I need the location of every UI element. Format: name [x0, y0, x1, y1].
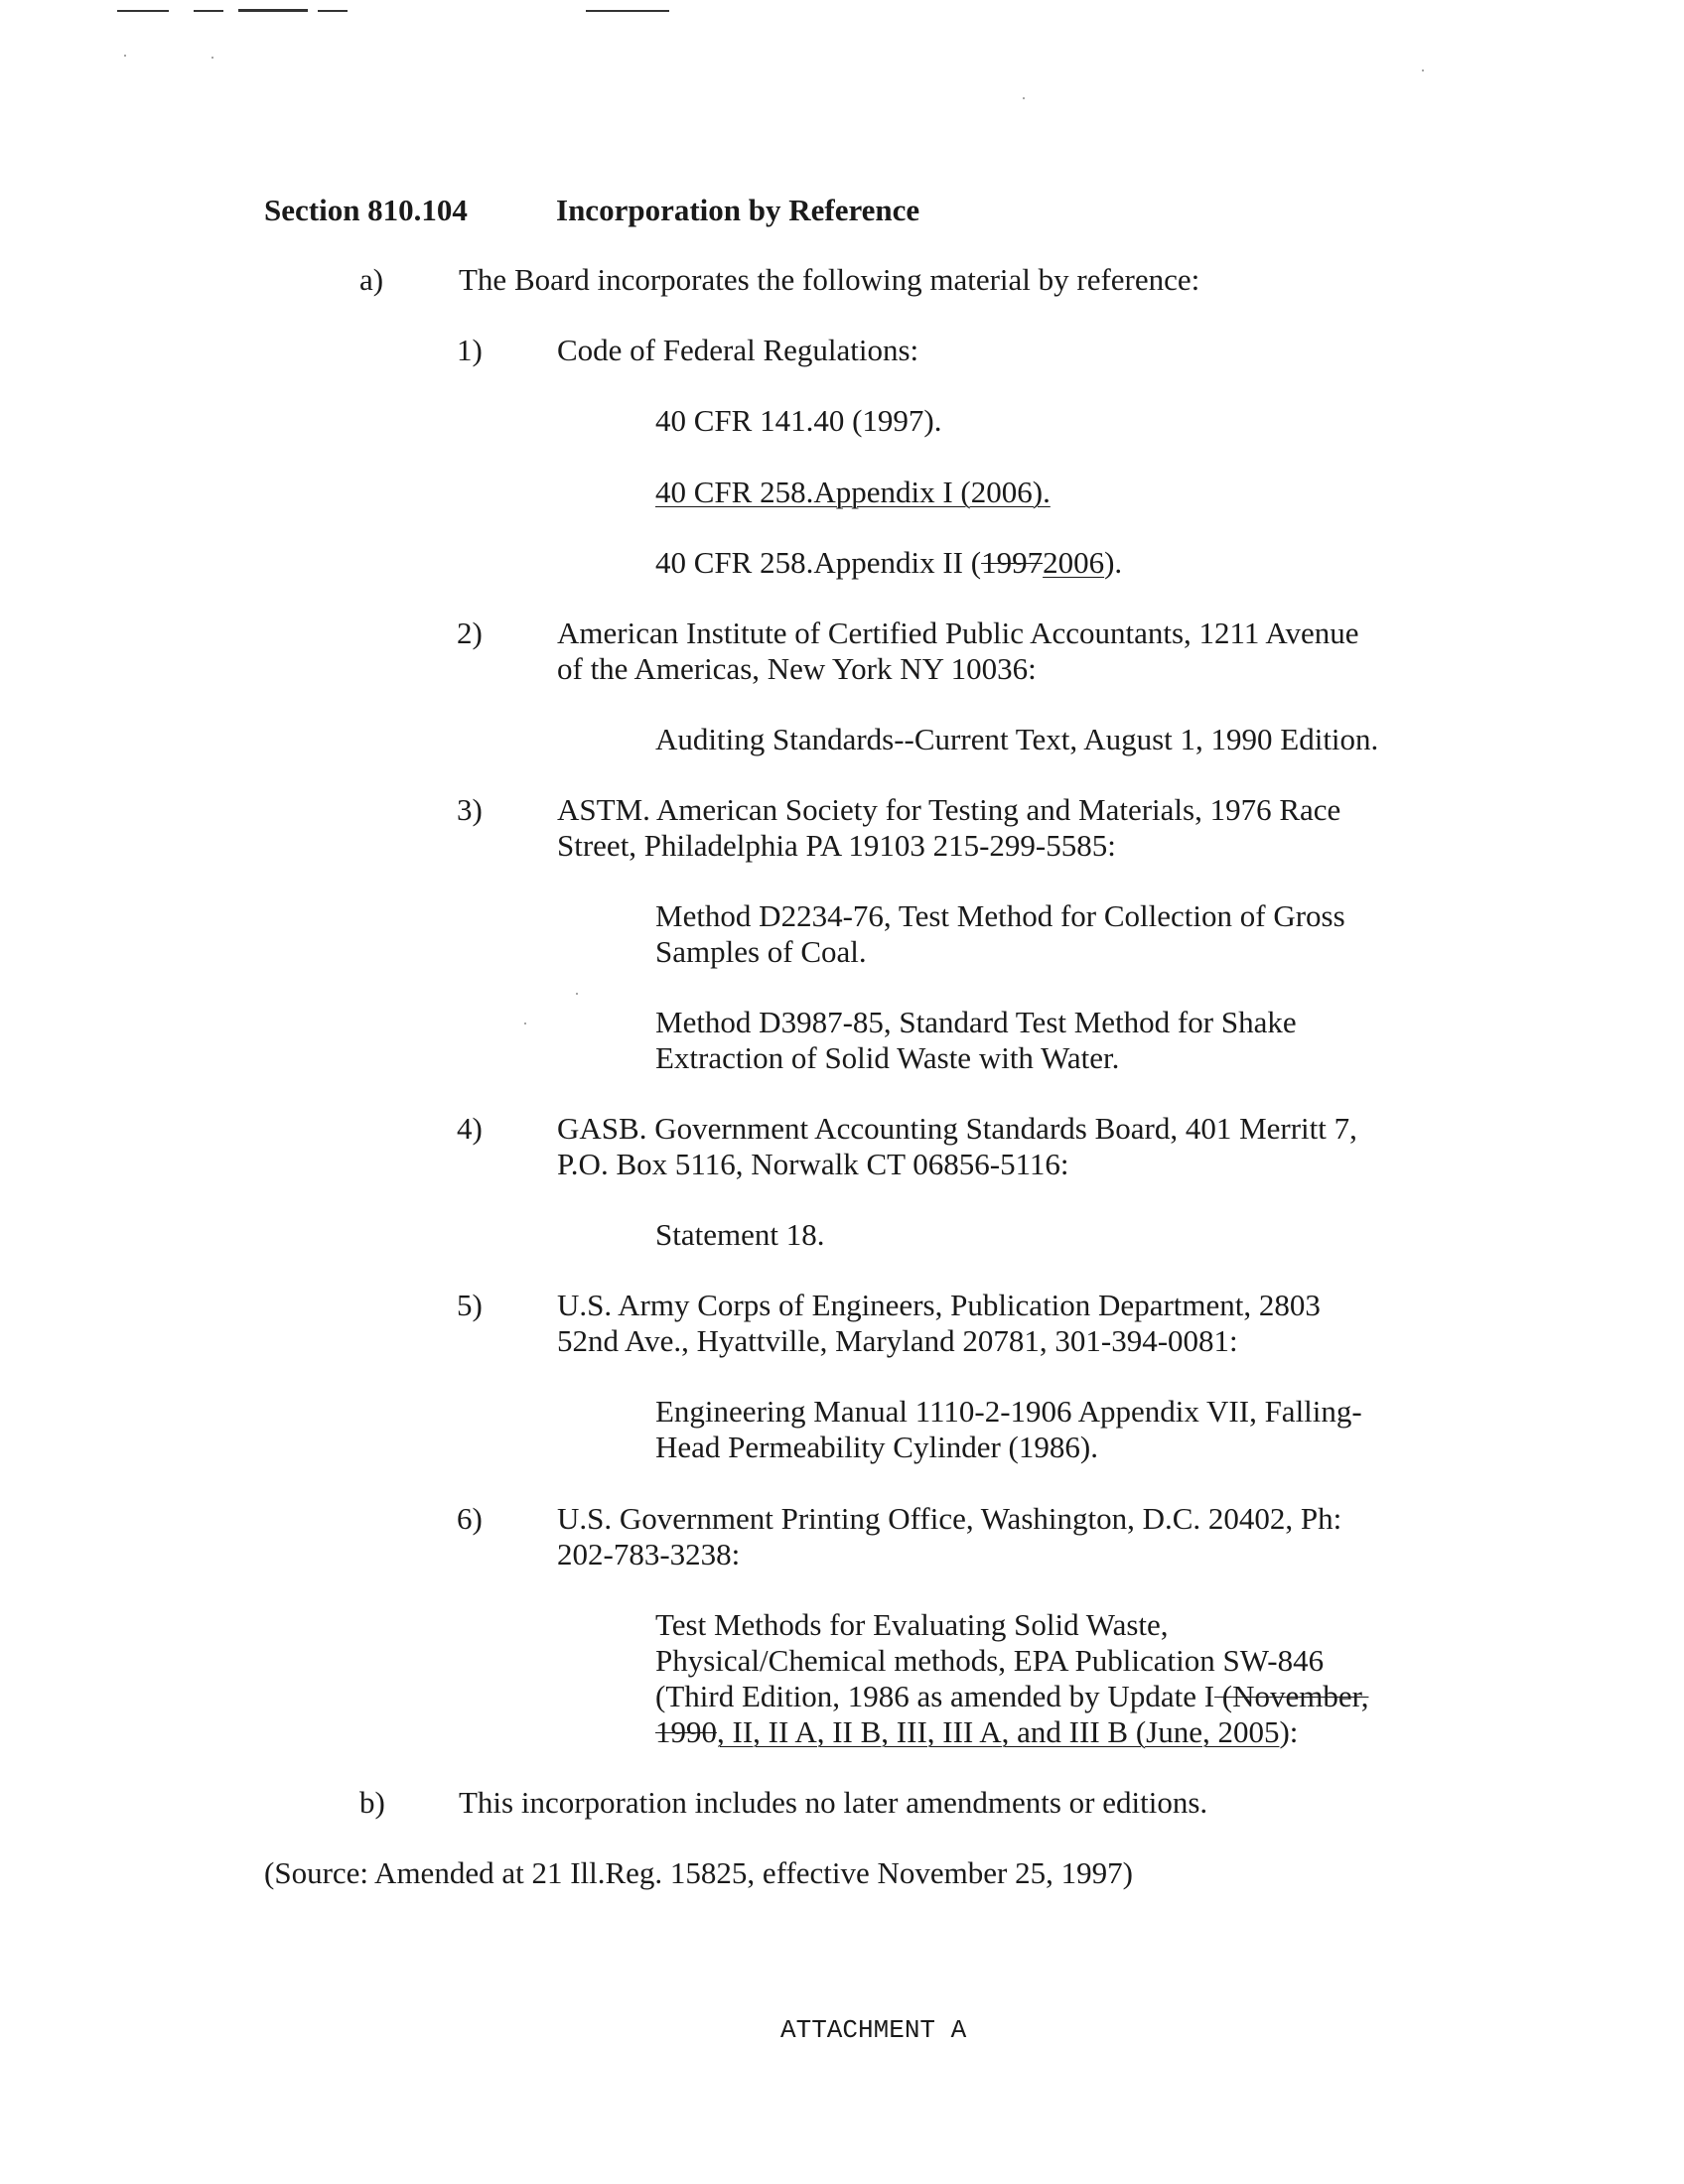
- gpo-entry-line-3: [655, 1679, 1368, 1714]
- gpo-entry-line-4: [655, 1714, 1298, 1750]
- item-2-line-1: American Institute of Certified Public Accountants, 1211 Avenue: [557, 615, 1359, 650]
- section-title: Incorporation by Reference: [556, 193, 920, 227]
- subsection-b-marker: b): [359, 1785, 385, 1820]
- army-entry-line-2: Head Permeability Cylinder (1986).: [655, 1430, 1098, 1464]
- gpo-entry-line-4-added: , II, II A, II B, III, III A, and III B (June, 2005: [717, 1714, 1280, 1749]
- gpo-entry-line-1: Test Methods for Evaluating Solid Waste,: [655, 1607, 1169, 1642]
- item-2-line-2: of the Americas, New York NY 10036:: [557, 651, 1037, 686]
- section-number: Section 810.104: [264, 193, 468, 227]
- item-3-line-1: ASTM. American Society for Testing and Materials, 1976 Race: [557, 792, 1341, 827]
- scan-mark: [586, 10, 669, 12]
- subsection-a-marker: a): [359, 262, 384, 297]
- subsection-b-text: This incorporation includes no later amendments or editions.: [459, 1785, 1208, 1820]
- attachment-label: ATTACHMENT A: [780, 2015, 967, 2045]
- item-1-text: Code of Federal Regulations:: [557, 333, 919, 367]
- scan-speck: [524, 1023, 526, 1024]
- scan-speck: [211, 57, 213, 59]
- cfr-entry-2: 40 CFR 258.Appendix I (2006).: [655, 475, 1051, 509]
- cfr-entry-3-suffix: ).: [1104, 545, 1123, 580]
- gpo-entry-line-3-prefix: (Third Edition, 1986 as amended by Update I: [655, 1679, 1215, 1713]
- cfr-entry-3: [655, 545, 1122, 581]
- scan-speck: [1422, 69, 1424, 71]
- cfr-entry-3-deleted: 1997: [981, 545, 1044, 580]
- cfr-entry-3-prefix: 40 CFR 258.Appendix II (: [655, 545, 982, 580]
- scan-speck: [576, 993, 578, 995]
- item-2-marker: 2): [457, 615, 483, 650]
- source-note: (Source: Amended at 21 Ill.Reg. 15825, effective November 25, 1997): [264, 1855, 1133, 1890]
- astm-entry-1-line-2: Samples of Coal.: [655, 934, 867, 969]
- gasb-entry: Statement 18.: [655, 1217, 825, 1252]
- scan-mark: [194, 10, 223, 12]
- scan-speck: [1023, 97, 1025, 99]
- item-3-marker: 3): [457, 792, 483, 827]
- astm-entry-1-line-1: Method D2234-76, Test Method for Collection of Gross: [655, 898, 1345, 933]
- item-6-line-2: 202-783-3238:: [557, 1537, 741, 1571]
- scan-mark: [117, 10, 169, 12]
- gpo-entry-line-4-suffix: ):: [1279, 1714, 1299, 1749]
- subsection-a-text: The Board incorporates the following material by reference:: [459, 262, 1200, 297]
- item-4-line-2: P.O. Box 5116, Norwalk CT 06856-5116:: [557, 1147, 1069, 1181]
- gpo-entry-line-3-deleted: (November,: [1214, 1679, 1369, 1713]
- item-4-line-1: GASB. Government Accounting Standards Board, 401 Merritt 7,: [557, 1111, 1357, 1146]
- item-6-line-1: U.S. Government Printing Office, Washington, D.C. 20402, Ph:: [557, 1501, 1342, 1536]
- item-5-line-2: 52nd Ave., Hyattville, Maryland 20781, 301-394-0081:: [557, 1323, 1238, 1358]
- scan-mark: [238, 9, 308, 12]
- item-4-marker: 4): [457, 1111, 483, 1146]
- scan-mark: [318, 10, 348, 12]
- cfr-entry-1: 40 CFR 141.40 (1997).: [655, 403, 942, 438]
- astm-entry-2-line-2: Extraction of Solid Waste with Water.: [655, 1040, 1120, 1075]
- gpo-entry-line-2: Physical/Chemical methods, EPA Publication SW-846: [655, 1643, 1325, 1678]
- item-1-marker: 1): [457, 333, 483, 367]
- astm-entry-2-line-1: Method D3987-85, Standard Test Method for Shake: [655, 1005, 1297, 1039]
- scan-speck: [124, 55, 126, 57]
- item-5-marker: 5): [457, 1288, 483, 1322]
- cfr-entry-3-added: 2006: [1043, 545, 1105, 580]
- item-3-line-2: Street, Philadelphia PA 19103 215-299-5585:: [557, 828, 1116, 863]
- item-6-marker: 6): [457, 1501, 483, 1536]
- item-5-line-1: U.S. Army Corps of Engineers, Publication Department, 2803: [557, 1288, 1321, 1322]
- gpo-entry-line-4-deleted: 1990: [655, 1714, 717, 1749]
- aicpa-entry: Auditing Standards--Current Text, August 1, 1990 Edition.: [655, 722, 1379, 756]
- army-entry-line-1: Engineering Manual 1110-2-1906 Appendix VII, Falling-: [655, 1394, 1362, 1429]
